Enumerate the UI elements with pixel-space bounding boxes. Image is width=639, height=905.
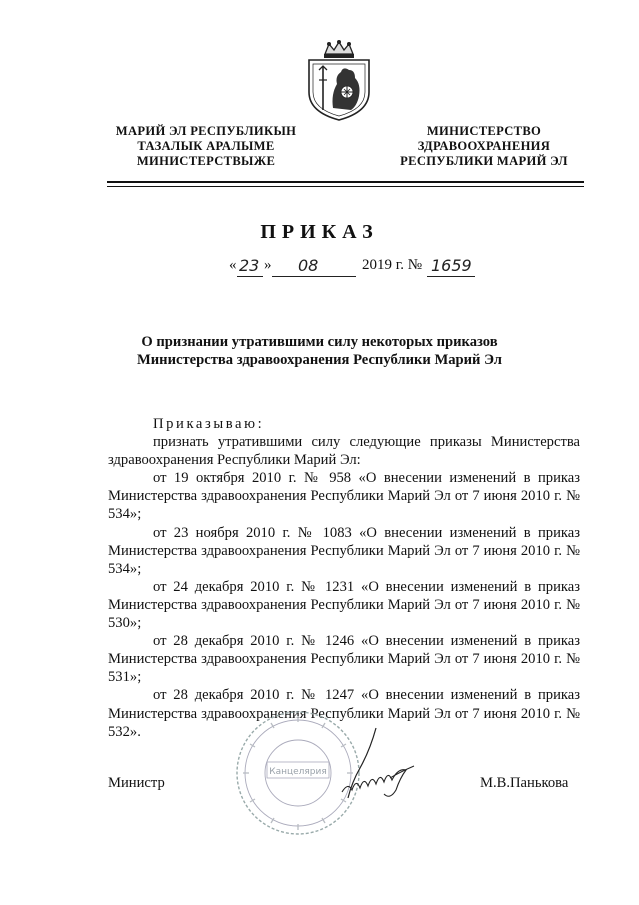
repealed-order-item: от 23 ноября 2010 г. № 1083 «О внесении изменений в приказ Министерства здравоохранения Республики Марий Эл от 7 июня 2010 г. № 534»; [108, 524, 580, 577]
signatory-title: Министр [108, 775, 165, 791]
order-number: 1659 [431, 256, 472, 275]
repealed-order-item: от 28 декабря 2010 г. № 1247 «О внесении изменений в приказ Министерства здравоохранения Республики Марий Эл от 7 июня 2010 г. № 532». [108, 687, 580, 740]
ministry-name-mari-line: МИНИСТЕРСТВЫЖЕ [136, 154, 276, 168]
order-directive-word: Приказываю: [153, 416, 265, 432]
day-underline [237, 276, 263, 277]
repealed-order-item: от 28 декабря 2010 г. № 1246 «О внесении изменений в приказ Министерства здравоохранения Республики Марий Эл от 7 июня 2010 г. № 531»; [108, 633, 580, 686]
handwritten-signature [340, 720, 420, 810]
order-date-number-line [229, 257, 549, 279]
repealed-order-item: от 24 декабря 2010 г. № 1231 «О внесении изменений в приказ Министерства здравоохранения Республики Марий Эл от 7 июня 2010 г. № 530»; [108, 578, 580, 632]
month-underline [272, 276, 356, 277]
order-subject-line: Министерства здравоохранения Республики Марий Эл [137, 352, 502, 368]
order-month: 08 [298, 256, 319, 275]
coat-of-arms-emblem [303, 40, 375, 122]
order-subject [0, 333, 639, 369]
ministry-name-russian-line: РЕСПУБЛИКИ МАРИЙ ЭЛ [400, 154, 568, 168]
repealed-order-item: от 19 октября 2010 г. № 958 «О внесении изменений в приказ Министерства здравоохранения Республики Марий Эл от 7 июня 2010 г. № 534»; [108, 470, 580, 523]
ministry-name-russian [386, 124, 582, 169]
number-underline [427, 276, 475, 277]
ministry-name-mari [100, 124, 312, 169]
order-day: 23 [239, 256, 260, 275]
ministry-name-russian-line: ЗДРАВООХРАНЕНИЯ [417, 139, 551, 153]
document-title: ПРИКАЗ [260, 221, 379, 243]
order-subject-line: О признании утратившими силу некоторых приказов [141, 334, 498, 350]
ministry-name-mari-line: ТАЗАЛЫК АРАЛЫМЕ [137, 139, 275, 153]
order-year-label: 2019 г. № [362, 257, 423, 273]
ministry-name-russian-line: МИНИСТЕРСТВО [426, 124, 542, 138]
order-body [108, 415, 580, 741]
header-divider-thick [107, 181, 584, 183]
date-close-quote: » [264, 257, 272, 273]
date-open-quote: « [229, 257, 237, 273]
body-paragraph: признать утратившими силу следующие приказы Министерства здравоохранения Республики Марий Эл: [108, 434, 580, 469]
signatory-name: М.В.Панькова [480, 775, 569, 791]
ministry-name-mari-line: МАРИЙ ЭЛ РЕСПУБЛИКЫН [115, 124, 297, 138]
header-divider-thin [107, 186, 584, 187]
stamp-center-text: Канцелярия [269, 767, 327, 777]
